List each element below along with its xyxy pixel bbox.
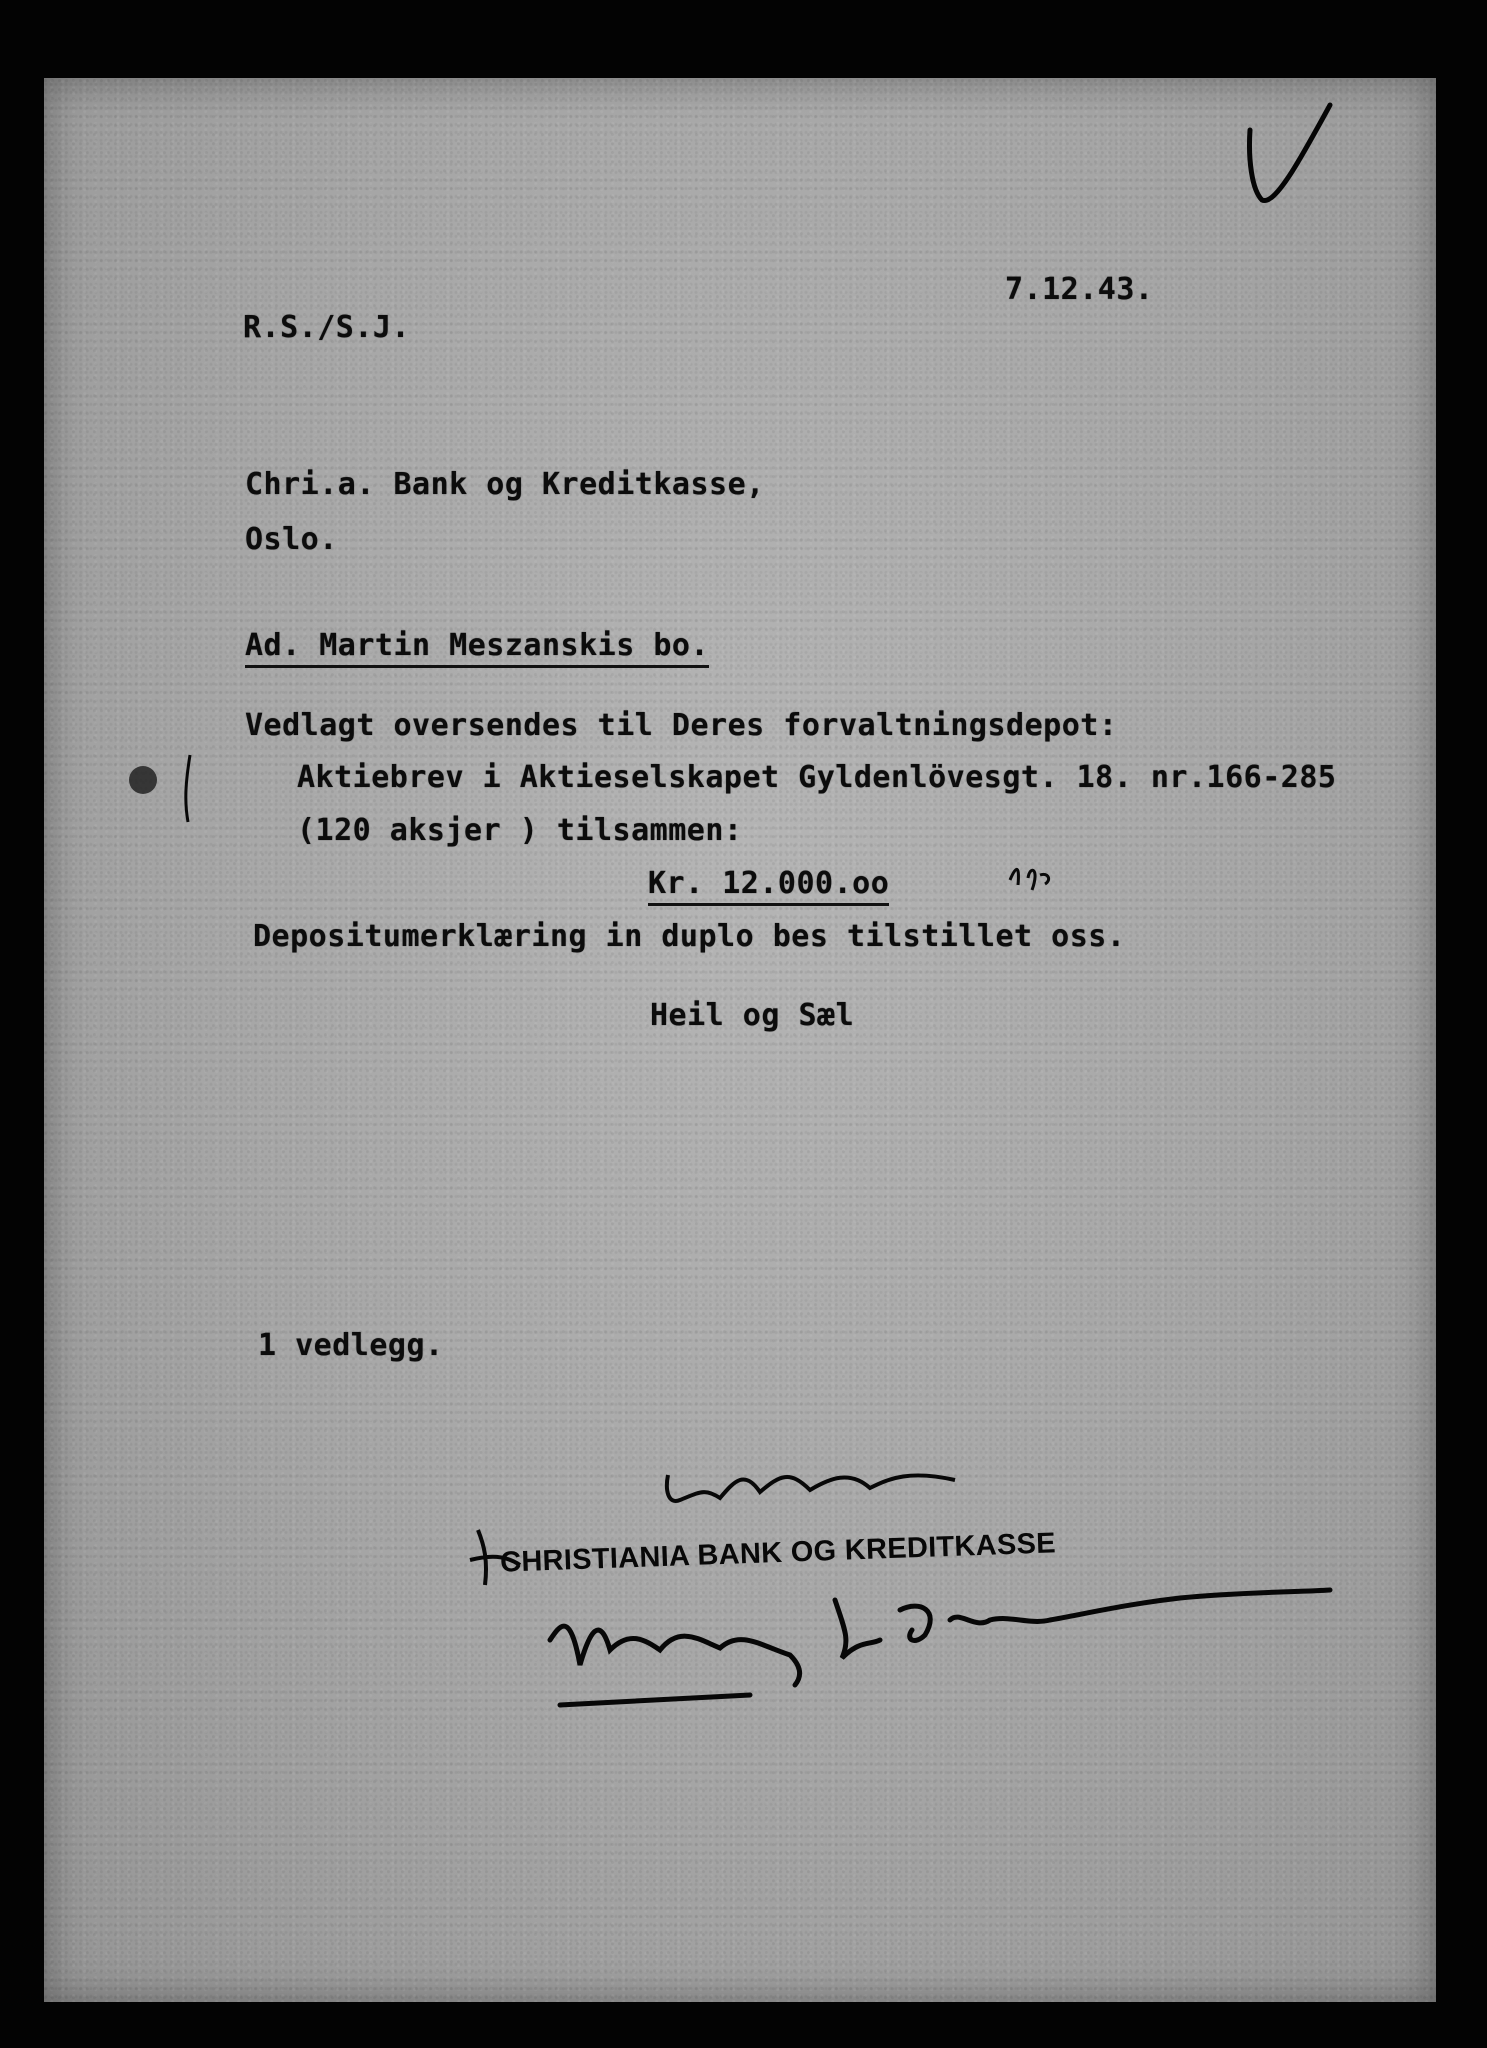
body-line-4: Depositumerklæring in duplo bes tilstillet oss. xyxy=(253,919,1126,954)
check-mark xyxy=(1250,105,1331,201)
letter-date: 7.12.43. xyxy=(1005,272,1154,307)
punch-hole-mark xyxy=(129,766,157,794)
initials-mark xyxy=(1010,869,1049,890)
body-line-1: Vedlagt oversendes til Deres forvaltningsdepot: xyxy=(245,708,1118,743)
signature-1 xyxy=(550,1626,800,1705)
recipient-city: Oslo. xyxy=(245,522,338,557)
per-procura-mark xyxy=(470,1530,520,1585)
reference-code: R.S./S.J. xyxy=(243,310,411,345)
signature-2 xyxy=(835,1590,1330,1658)
bank-stamp: CHRISTIANIA BANK OG KREDITKASSE xyxy=(499,1527,1057,1579)
recipient-name: Chri.a. Bank og Kreditkasse, xyxy=(245,467,765,502)
attachment-note: 1 vedlegg. xyxy=(258,1328,444,1363)
signature-scrawl-top xyxy=(667,1475,955,1501)
body-line-3: (120 aksjer ) tilsammen: xyxy=(297,813,743,848)
body-line-2: Aktiebrev i Aktieselskapet Gyldenlövesgt. 18. nr.166-285 xyxy=(297,760,1337,795)
closing-salutation: Heil og Sæl xyxy=(650,998,855,1033)
amount: Kr. 12.000.oo xyxy=(648,866,889,906)
subject-line: Ad. Martin Meszanskis bo. xyxy=(245,628,709,668)
margin-tick xyxy=(186,755,190,822)
